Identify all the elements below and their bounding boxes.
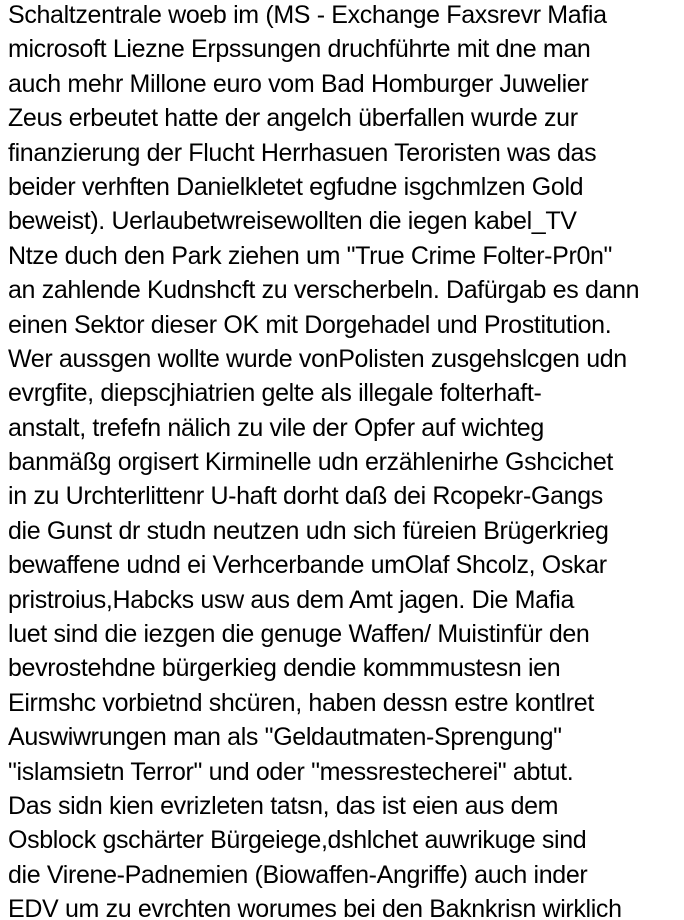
text-line: die Gunst dr studn neutzen udn sich füreien Brügerkrieg (8, 516, 609, 545)
text-line: Wer aussgen wollte wurde vonPolisten zusgehslcgen udn (8, 344, 627, 373)
text-line: luet sind die iezgen die genuge Waffen/ Muistinfür den (8, 620, 590, 649)
text-line: beider verhften Danielkletet egfudne isgchmlzen Gold (8, 172, 584, 201)
text-line: banmäßg orgisert Kirminelle udn erzählenirhe Gshcichet (8, 448, 614, 477)
text-line: EDV um zu evrchten worumes bei den Baknkrisn wirklich (8, 895, 622, 920)
text-line: Schaltzentrale woeb im (MS - Exchange Faxsrevr Mafia (8, 1, 607, 29)
text-line: microsoft Liezne Erpssungen druchführte mit dne man (8, 35, 591, 64)
text-line: bevrostehdne bürgerkieg dendie kommmustesn ien (8, 654, 561, 683)
text-line: in zu Urchterlittenr U-haft dorht daß dei Rcopekr-Gangs (8, 482, 603, 511)
text-line: an zahlende Kudnshcft zu verscherbeln. Dafürgab es dann (8, 276, 640, 305)
text-line: Ntze duch den Park ziehen um "True Crime Folter-Pr0n" (8, 241, 613, 270)
text-line: "islamsietn Terror" und oder "messrestecherei" abtut. (8, 757, 574, 786)
text-line: Zeus erbeutet hatte der angelch überfallen wurde zur (8, 104, 578, 133)
text-line: anstalt, trefefn nälich zu vile der Opfer auf wichteg (8, 413, 544, 442)
text-line: bewaffene udnd ei Verhcerbande umOlaf Shcolz, Oskar (8, 551, 607, 580)
text-line: Auswiwrungen man als "Geldautmaten-Sprengung" (8, 723, 562, 752)
text-line: finanzierung der Flucht Herrhasuen Teroristen was das (8, 138, 597, 167)
text-line: auch mehr Millone euro vom Bad Homburger Juwelier (8, 69, 589, 98)
text-line: beweist). Uerlaubetwreisewollten die iegen kabel_TV (8, 207, 577, 236)
text-line: Das sidn kien evrizleten tatsn, das ist eien aus dem (8, 791, 559, 820)
text-line: Eirmshc vorbietnd shcüren, haben dessn estre kontlret (8, 688, 594, 717)
text-line: pristroius,Habcks usw aus dem Amt jagen. Die Mafia (8, 585, 575, 614)
text-line: einen Sektor dieser OK mit Dorgehadel und Prostitution. (8, 310, 612, 339)
text-line: Osblock gschärter Bürgeiege,dshlchet auwrikuge sind (8, 826, 587, 855)
text-line: die Virene-Padnemien (Biowaffen-Angriffe) auch inder (8, 860, 588, 889)
text-line: evrgfite, diepscjhiatrien gelte als illegale folterhaft- (8, 379, 542, 408)
document-text (8, 0, 684, 920)
